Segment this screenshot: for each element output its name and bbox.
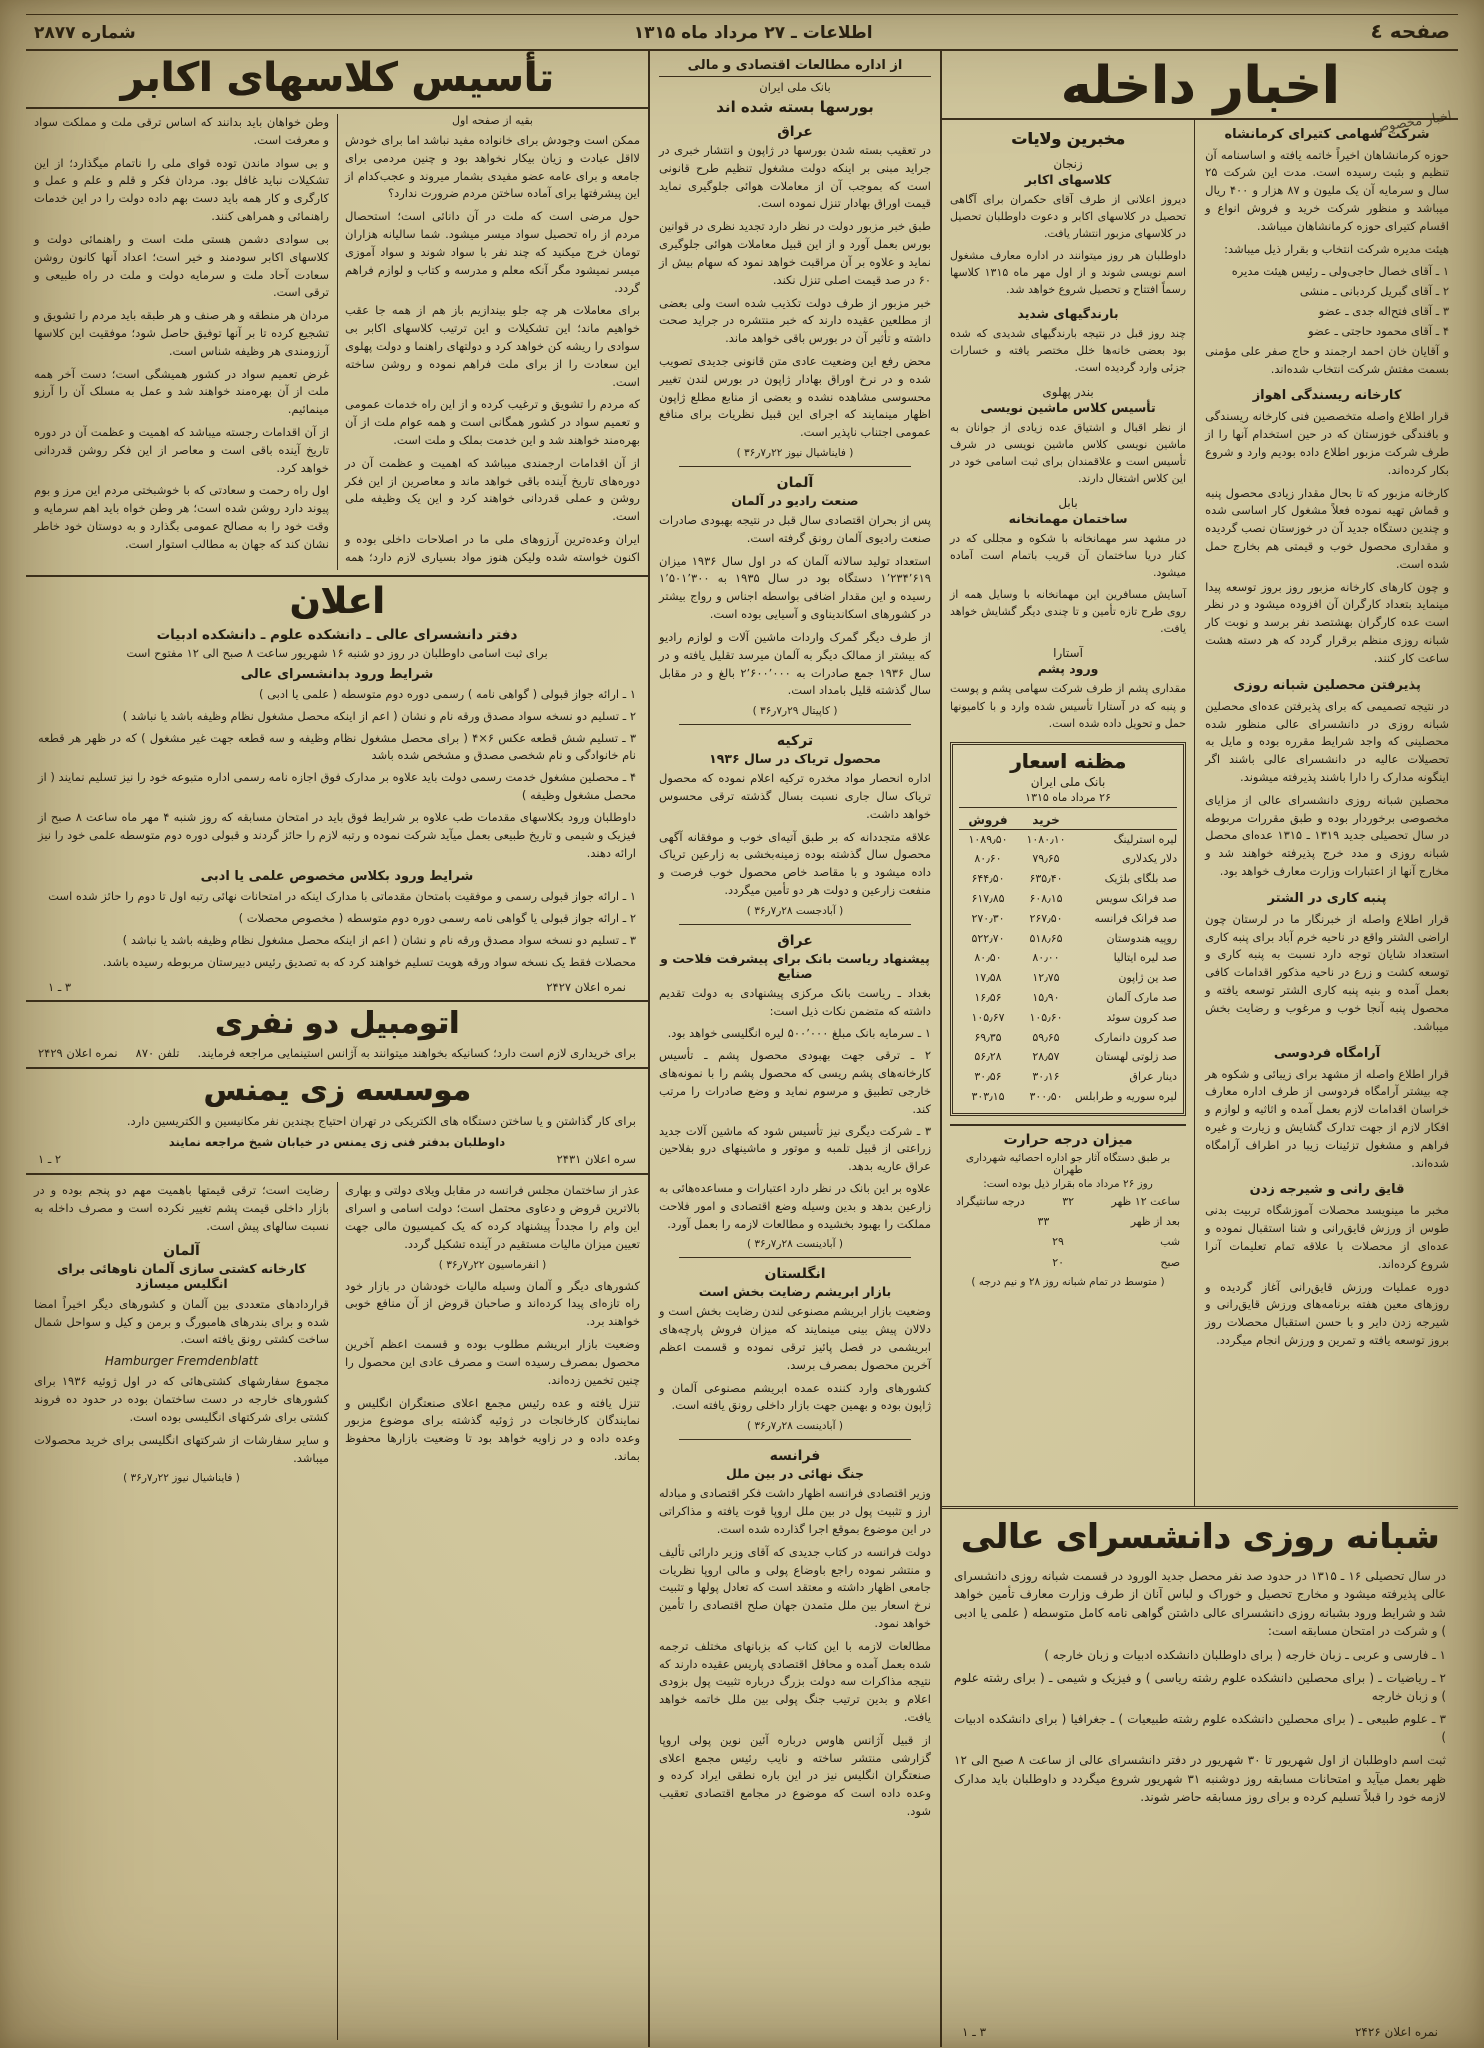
province-article-title: کلاسهای اکابر [1024,171,1112,187]
province-name: آستارا [1053,646,1083,661]
ad-number: سره اعلان ۲۴۳۱ [556,1152,636,1167]
province-name: زنجان [1053,156,1083,171]
degree-value: ۲۰ [1052,1255,1065,1269]
economy-lead: بورسها بسته شده اند [716,98,874,116]
condition-item: ۳ ـ علوم طبیعی ـ ( برای محصلین دانشکده علوم رشته طبیعیات ) ـ جغرافیا ( برای دانشکده ادبیات ) [954,1711,1446,1745]
paragraph: در مشهد سر مهمانخانه با شکوه و مجللی که در کنار دریا ساختمان آن قریب باتمام است آماده میشود. [950,532,1187,580]
series-mark: ۳ ـ ۱ [962,2025,987,2039]
province-article-title: تأسیس کلاس ماشین نویسی [980,400,1156,416]
paragraph: پس از بحران اقتصادی سال قبل در نتیجه بهبودی صادرات صنعت رادیوی آلمان رونق گرفته است. [659,513,931,545]
board-member: ۴ ـ آقای محمود حاجتی ـ عضو [1308,323,1449,338]
economy-section-iraq-bank [659,933,931,1251]
paragraph: مخبر ما مینویسد محصلات آموزشگاه تربیت بدنی طوس از ورزش قایق‌رانی و شنا استقبال نموده و عده‌ای از محصلات با علاقه تمام تعلیمات آنرا شروع کرده‌اند. [1205,1203,1449,1271]
sell-rate: ۲۷۰٫۳۰ [971,911,1005,925]
buy-rate: ۸۰٫۰۰ [1032,951,1060,965]
closing-line: محصلات فقط یک نسخه سواد ورقه هویت تسلیم خواهند کرد که به تصدیق رئیس دبیرستان مربوطه رسیده باشد. [102,954,636,969]
board-member: ۲ ـ آقای گبریل کردبانی ـ منشی [1299,284,1449,299]
paragraph: عذر از ساختمان مجلس فرانسه در مقابل ویلای دولتی و بهاری بالاترین قروض و دعاوی محتمل است؛ دولت اسامی و اسرای این وام را مجدداً پیشنهاد کرده که یک کمیسیون مالی جهت تعیین میزان مالیات مستقیم در آینده تشکیل گردد. [345,1183,640,1251]
siemens-address-line: داوطلبان بدفتر فنی زی یمنس در خیابان شیخ مراجعه نمایند [168,1135,506,1150]
series-mark: ۲ ـ ۱ [38,1152,62,1167]
currency-name: صد فرانک سویس [1095,892,1178,906]
degree-value: ۲۹ [1052,1235,1064,1249]
economy-section-france-currency [659,1448,931,1821]
rate-row [959,988,1177,1008]
temperature-row [950,1212,1186,1232]
section-title: صنعت رادیو در آلمان [731,493,859,508]
siemens-headline: موسسه زی یمنس [203,1072,471,1108]
paragraph: غرض تعمیم سواد در کشور همیشگی است؛ دست آخر همه ملت از آن بهره‌مند خواهند شد و عمل به مسلک آن را آرزو مینمائیم. [34,366,329,417]
temperature-average: ( متوسط در تمام شبانه روز ۲۸ و نیم درجه ) [971,1276,1165,1289]
province-item-astara [950,646,1186,731]
article-title: شرکت سهامی کتیرای کرمانشاه [1224,126,1430,142]
economy-bank: بانک ملی ایران [759,80,831,94]
paragraph: علاوه بر این بانک در نظر دارد اعتبارات و مساعده‌هائی به زارعین بدهد و بدین وسیله وضع اقتصادی و امور فلاحت مملکت را بهبود بخشیده و مطالعات لازمه را بعمل آورد. [659,1180,931,1231]
province-article-title: ورود پشم [1037,661,1099,677]
paragraph: از طرف دیگر گمرک واردات ماشین آلات و لوازم رادیو که بیشتر از ممالک دیگر به آلمان میرسد تقلیل یافته و در سال ۱۹۳۶ جمع صادرات به ۲٬۶۰۰٬۰۰۰ بالغ و در مقابل سال گذشته قلیل بامداد است. [659,629,931,698]
buy-rate: ۶۳۵٫۴۰ [1029,872,1063,886]
article-title: پنبه کاری در الشتر [1267,890,1387,906]
ad-number: نمره اعلان ۲۴۲۷ [546,979,626,994]
currency-name: صد مارک آلمان [1106,991,1178,1004]
adult-classes-body [26,107,648,575]
paragraph: اول راه رحمت و سعادتی که با خوشبختی مردم این مرز و بوم پیوند دارد روشن شده است؛ هر وطن خواه باید اهم سرمایه و وقت خود را به مصالح عمومی بگذارد و به دوستان خود خاطر نشان کند که جهان به مطالب استوار است. [34,483,329,551]
car-ad-line [38,1046,636,1060]
condition-item: ۲ ـ تسلیم دو نسخه سواد مصدق ورقه نام و نشان ( اعم از اینکه محصل مشغول نظام وظیفه باشد یا نباشد ) [122,708,636,723]
paragraph: برای معاملات هر چه جلو بیندازیم باز هم از همه جا عقب خواهیم ماند؛ این تشکیلات و این ترتیب کلاسهای اکابر بی سوادی را ریشه کن خواهد کرد و دولتهای راهنما و دولت پهلوی این سعادت را از برای ملت فراهم نموده و روشن ساخته است. [345,303,640,389]
paragraph: از نظر اقبال و اشتیاق عده زیادی از جوانان به ماشین نویسی کلاس ماشین نویسی در شرف تأسیس است و علاقمندان برای ثبت اسامی خود در این کلاس اشتغال دارند. [950,421,1187,486]
buy-rate: ۱۰۵٫۶۰ [1029,1010,1063,1024]
paragraph: در نتیجه تصمیمی که برای پذیرفتن عده‌ای محصلین شبانه روزی در دانشسرای عالی منظور شده محصلینی که واجد شرایط مقرره بوده و مایل به تحصیلات عالیه در دانشسرای عالی باشند اگر اینگونه مدارک را دارا باشند پذیرفته میشوند. [1205,698,1449,784]
announcement-headline: اعلان [289,581,385,622]
paragraph: و سایر سفارشات از شرکتهای انگلیسی برای خرید محصولات میباشد. [34,1432,329,1465]
section-divider [679,924,911,925]
buy-rate: ۵۱۸٫۶۵ [1029,931,1063,945]
evening-school-section [942,1506,1458,2047]
temperature-rows [950,1192,1186,1273]
section-title: جنگ نهائی در بین ملل [726,1466,864,1482]
masthead-title: اطلاعات ـ ۲۷ مرداد ماه ۱۳۱۵ [633,23,873,43]
province-item-babol [950,496,1186,637]
paragraph: محض رفع این وضعیت عادی متن قانونی جدیدی تصویب شده و در نرخ اوراق بهادار ژاپون در بورس لندن تغییر محسوسی مشاهده نشده و بعضی از منابع مطلع ژاپون اظهار مینمایند که اجرای این قبیل نظریات برای منافع عمومی اجتناب ناپذیر است. [659,353,931,440]
rates-buy-header: خرید [1032,812,1060,827]
article-rowing-diving [1205,1182,1449,1350]
paragraph: ایران وعده‌ترین آرزوهای ملی ما در اصلاحات داخلی بوده و اکنون خواسته شده ولیکن هنوز مواد بسیاری لازم دارد؛ همه وطن خواهان باید بدانند که اساس ترقی ملت و مملکت سواد و معرفت است. [34,115,640,564]
paragraph: بغداد ـ ریاست بانک مرکزی پیشنهادی به دولت تقدیم داشته که متضمن نکات ذیل است: [659,985,931,1018]
board-member: ۱ ـ آقای خصال حاجی‌ولی ـ رئیس هیئت مدیره [1231,264,1449,279]
paragraph: وضعیت بازار ابریشم مطلوب بوده و قسمت اعظم آخرین محصول بمصرف رسیده است و مصرف عادی این محصول را چنین تخمین زده‌اند. [345,1337,640,1387]
paragraph: حوزه کرمانشاهان اخیراً خاتمه یافته و اساسنامه آن تنظیم و بثبت رسیده است. مدت این شرکت ۲۵ سال و سرمایه آن یک ملیون و ۸۷ هزار و ۴۰۰ ریال میباشد و منظور شرکت خرید و فروش انواع و اقسام کتیرای حوزه کرمانشاهان میباشد. [1205,147,1449,233]
rate-row [959,889,1177,909]
time-label: صبح [1160,1255,1181,1269]
sell-rate: ۶۱۷٫۸۵ [971,892,1005,906]
temperature-source: بر طبق دستگاه آثار جو اداره احصائیه شهرداری طهران [965,1151,1171,1176]
temperature-date-line: روز ۲۶ مرداد ماه بقرار ذیل بوده است: [983,1177,1153,1190]
buy-rate: ۱۵٫۹۰ [1032,991,1060,1004]
currency-name: صد زلوتی لهستان [1095,1050,1178,1064]
rates-name-header [1075,813,1177,827]
paragraph: اداره انحصار مواد مخدره ترکیه اعلام نموده که محصول تریاک سال جاری نسبت بسال گذشته ترقی محسوس خواهد داشت. [659,771,931,821]
article-title: کارخانه ریسندگی اهواز [1252,388,1402,404]
citation: ( کاپیتال ۲۹ر۷ر۳۶ ) [752,705,838,718]
siemens-footer [38,1152,636,1166]
paragraph: و بی سواد ماندن توده قوای ملی را ناتمام میگذارد؛ از این تشکیلات نباید غافل بود. مردان فکر و قلم و علم و عمل و کارگری و کار همه باید دست بهم داده دولت را در این خدمات راهنمائی و همراهی کنند. [34,155,329,224]
sell-rate: ۵۲۲٫۷۰ [971,931,1005,945]
buy-rate: ۳۰٫۱۶ [1032,1070,1060,1084]
citation: ( آبادینست ۲۸ر۷ر۳۶ ) [746,1238,844,1251]
paragraph: کارخانه مزبور که تا بحال مقدار زیادی محصول پنبه و قماش تهیه نموده فعلاً مشغول کار اساسی شده و چندین دستگاه جدید آن در خوزستان نصب گردیده و مقداری محصول خوب و قیمتی هم بخارج حمل شده است. [1205,485,1449,571]
currency-name: دلار یکدلاری [1122,852,1178,866]
paragraph: علاقه متجددانه که بر طبق آتیه‌ای خوب و موفقانه آگهی محصول سال گذشته بوده زمینه‌بخشی به زارعین تریاک داده میشود و با مقاصد خاص محصول خوب فرصت و منفعت زارعین و دولت هر دو تأمین میگردد. [659,829,931,897]
province-name: بابل [1058,496,1078,511]
paragraph: قرار اطلاع واصله از خبرنگار ما در لرستان چون اراضی الشتر واقع در ناحیه خرم آباد برای پنبه کاری استعداد شایان توجه دارد نسبت به پنبه کاری و توسعه کشت و زرع در ناحیه مذکور اقدامات کافی بعمل آمده و بنیه پنبه کاری الشتر توسعه یافته و محصول پنبه آنجا خوب و مرغوب و رضایت بخش میباشد. [1205,911,1449,1033]
economy-section-iraq-bourse [659,124,931,459]
car-ad-section [26,1000,648,1067]
currency-name: صد بلگای بلژیک [1104,872,1178,886]
buy-rate: ۵۹٫۶۵ [1032,1030,1060,1044]
board-member: ۳ ـ آقای فتح‌اله جدی ـ عضو [1318,304,1449,319]
economy-section-turkey-opium [659,733,931,917]
section-divider [679,1439,911,1440]
citation: ( فایناشیال نیوز ۲۲ر۷ر۳۶ ) [123,1472,240,1485]
economy-kicker: از اداره مطالعات اقتصادی و مالی [659,55,931,77]
rates-title: مظنه اسعار [1010,748,1127,773]
paragraph: قرار اطلاع واصله از مشهد برای زیبائی و شکوه هر چه بیشتر آرامگاه فردوسی از طرف اداره معارف خراسان اقدامات لازم بعمل آمده و اثاثیه و لوازم و افکار لازم از جهت تدارک گشایش و زیارت و غیره فراهم و مشغول تزئینات زیبا در اطراف آرامگاه شده‌اند. [1205,1066,1449,1170]
paragraph: رضایت است؛ ترقی قیمتها باهمیت مهم دو پنجم بوده و در بازار داخلی قیمت پشم تغییر نکرده است و مصرف داخله به نسبت سالهای پیش است. [34,1183,329,1233]
domestic-columns [942,118,1458,1506]
province-item-rain [950,306,1186,376]
sell-rate: ۵۶٫۲۸ [974,1050,1002,1064]
currency-name: صد کرون دانمارک [1094,1030,1178,1044]
rate-row [959,849,1177,869]
country-header: انگلستان [764,1266,826,1283]
left-band [26,51,648,2047]
province-item-zanjan [950,157,1186,298]
paragraph: مردان هر منطقه و هر صنف و هر طبقه باید مردم را تشویق و تشجیع کرده تا بر آنها توفیق حاصل شود؛ موفقیت این کلاسها آرزومندی هر وظیفه شناس است. [34,308,329,358]
paragraph: دیروز اعلانی از طرف آقای حکمران برای آگاهی تحصیل در کلاسهای اکابر و دعوت داوطلبان تحصیل در کلاسهای مزبور انتشار یافت. [950,192,1187,240]
headline-flourish: اخبار مخصوص [1372,108,1453,137]
provinces-column [942,120,1194,1506]
currency-name: دینار عراق [1129,1070,1178,1084]
left-bottom-columns [26,1173,648,2047]
time-label: بعد از ظهر [1130,1215,1181,1229]
condition-item: ۲ ـ ریاضیات ـ ( برای محصلین دانشکده علوم رشته ریاسی ) و فیزیک و شیمی ـ ( برای رشته علوم ) و زبان خارجه [954,1670,1446,1704]
proposal-item: ۲ ـ ترقی جهت بهبودی محصول پشم ـ تأسیس کارخانه‌های پشم ریسی که محصول پشم را با نمونه‌های خارجی تطبیق و مرسوم نماید و وضع صادرات را مرتب کند. [659,1048,931,1116]
temperature-title: میزان درجه حرارت [1003,1131,1133,1148]
paragraph: مقداری پشم از طرف شرکت سهامی پشم و پوست و پنبه که در آستارا تأسیس شده وارد و با کامیونها حمل و تحویل داده شده است. [950,682,1187,730]
section-title: پیشنهاد ریاست بانک برای پیشرفت فلاحت و صنایع [660,950,930,981]
article-title: پذیرفتن محصلین شبانه روزی [1233,677,1421,693]
degree-unit: درجه سانتیگراد [956,1194,1025,1208]
rate-row [959,929,1177,949]
citation: ( فایناشیال نیوز ۲۲ر۷ر۳۶ ) [736,447,854,459]
condition-item: ۴ ـ محصلین مشغول خدمت رسمی دولت باید علاوه بر مدارک فوق اجازه نامه رسمی اداره متبوعه خود را نیز تسلیم نمایند ( از محصل مشغول وظیفه ) [38,770,636,803]
paragraph: دوره عملیات ورزش قایق‌رانی آغاز گردیده و روزهای معین هفته برنامه‌های ورزش قایق‌رانی و شیرجه زدن دایر و با حسن استقبال محصلات روز بروز توسعه یافته و تمرین و ورزش انجام میگردد. [1205,1279,1449,1348]
buy-rate: ۷۹٫۶۵ [1032,852,1060,866]
evening-school-headline: شبانه روزی دانشسرای عالی [960,1516,1440,1557]
article-ketira-company [1205,127,1449,379]
paragraph: قراردادهای متعددی بین آلمان و کشورهای دیگر اخیراً امضا شده و برای بندرهای هامبورگ و برمن و کیل و سواحل شمال ساخت کشتی رونق یافته است. [34,1296,329,1347]
article-title: آرامگاه فردوسی [1273,1045,1381,1061]
siemens-ad-section [26,1067,648,1174]
proposal-item: ۱ ـ سرمایه بانک مبلغ ۵۰۰٬۰۰۰ لیره انگلیسی خواهد بود. [667,1026,931,1041]
sell-rate: ۶۹٫۳۵ [974,1030,1002,1044]
degree-value: ۳۲ [1062,1194,1075,1208]
economy-section-germany-radio [659,475,931,717]
ad-number: نمره اعلان ۲۴۲۹ [38,1045,118,1060]
currency-name: صد کرون سوئد [1106,1010,1178,1024]
announcement-org: دفتر دانشسرای عالی ـ دانشکده علوم ـ دانشکده ادبیات [156,627,518,643]
paragraph: و آقایان خان احمد ارجمند و حاج صفر علی مؤمنی بسمت مفتش شرکت انتخاب شده‌اند. [1205,343,1449,376]
paragraph: کشورهای وارد کننده عمده ابریشم مصنوعی آلمان و ژاپون بوده و بهمین جهت بازار داخلی رونق یافته است. [659,1380,931,1413]
sell-rate: ۸۰٫۶۰ [974,852,1002,866]
paragraph: کشورهای دیگر و آلمان وسیله مالیات خودشان در بازار خود راه تازه‌ای پیدا کرده‌اند و صاحبان قروض از آن منافع خوبی خواهند برد. [345,1278,640,1329]
citation: ( انفرماسیون ۲۲ر۷ر۳۶ ) [438,1258,547,1271]
paragraph: که مردم را تشویق و ترغیب کرده و از این راه خدمات عمومی و تعمیم سواد در کشور همگانی است و همه عوام ملت از آن بهره‌مند خواهند شد و این خدمت بملک و ملت است. [345,397,640,447]
sell-rate: ۶۴۴٫۵۰ [971,872,1005,886]
country-header: آلمان [776,475,814,491]
paragraph: ثبت اسم داوطلبان از اول شهریور تا ۳۰ شهریور در دفتر دانشسرای عالی از ساعت ۸ صبح الی ۱۲ ظهر بعمل میآید و امتحانات مسابقه روز دوشنبه ۳۱ شهریور شروع میگردد و داوطلبان باید مدارک لازمه خود را قبلاً تسلیم کرده و برای روز مسابقه حاضر شوند. [954,1752,1446,1805]
announcement-section [26,575,648,1000]
section-divider [679,724,911,725]
page-number: صفحه ٤ [1370,19,1450,43]
paragraph: محصلین شبانه روزی دانشسرای عالی از مزایای مخصوصی برخوردار بوده و طبق مقررات مربوطه در سال تحصیلی جدید ۱۳۱۹ ـ ۱۳۱۵ عده‌ای محصل شبانه روزی و مدد خرج پذیرفته خواهند شد و مخارج آنها از اعتبارات وزارت معارف خواهد بود. [1205,792,1449,879]
paragraph: ممکن است وجودش برای خانواده مفید نباشد اما برای خودش لااقل عبادت و زیان بیکار نخواهد بود و چنین مردمی برای جامعه و برای عامه عضو مفیدی بشمار میروند و عجب‌کدام از این پیشرفتها برای آماده ساختن مردم ضرورت ندارد؟ [345,133,640,201]
province-article-title: ساختمان مهمانخانه [1008,511,1128,527]
time-label: شب [1160,1235,1181,1249]
article-aleshtar-cotton [1205,891,1449,1036]
paragraph: قرار اطلاع واصله متخصصین فنی کارخانه ریسندگی و بافندگی خوزستان که در حین استخدام آنها را از طرف شرکت مزبور اطلاع داده بودیم وارد و شروع بکار کرده‌اند. [1205,409,1449,477]
condition-item: ۱ ـ ارائه جواز قبولی ( گواهی نامه ) رسمی دوره دوم متوسطه ( علمی یا ادبی ) [258,687,636,701]
rates-bank: بانک ملی ایران [1030,774,1106,789]
domestic-articles-column [1194,120,1458,1506]
paragraph: مجموع سفارشهای کشتی‌هائی که در اول ژوئیه ۱۹۳۶ برای کشورهای خارجه در دست ساختمان بوده در حدود ده فروند کشتی برای شرکتهای انگلیسی بوده است. [34,1374,329,1424]
paragraph: مطالعات لازمه با این کتاب که بزبانهای مختلف ترجمه شده بعمل آمده و محافل اقتصادی پاریس عقیده دارند که نتیجه مذاکرات سه دولت بزرگ درباره تثبیت پول بزودی اعلام و بدین ترتیب جنگ پولی بین ملل خاتمه خواهد یافت. [659,1638,931,1724]
province-name: بندر پهلوی [1042,385,1094,400]
sell-rate: ۱۰۵٫۶۷ [971,1010,1005,1024]
announcement-footer [38,977,636,994]
rates-column-headers [959,811,1177,830]
temperature-row [950,1253,1186,1273]
rate-row [959,1028,1177,1048]
condition-item: ۱ ـ ارائه جواز قبولی رسمی و موفقیت بامتحان مقدماتی با مدارک اینکه در امتحانات نهائی رتبه اول تا دوم را حائز شده است [48,889,636,904]
sell-rate: ۱۷٫۵۸ [974,971,1002,985]
buy-rate: ۱۲٫۷۵ [1032,971,1060,985]
domestic-headline: اخبار داخله [1060,56,1340,116]
rate-row [959,1067,1177,1087]
article-title: قایق رانی و شیرجه زدن [1249,1182,1405,1198]
country-header: عراق [777,932,813,949]
economy-column [648,51,940,2047]
announcement-open-line: برای ثبت اسامی داوطلبان در روز دو شنبه ۱۶ شهریور ساعت ۸ صبح الی ۱۲ مفتوح است [126,646,548,660]
condition-item: ۳ ـ تسلیم شش قطعه عکس ۶×۴ ( برای محصل مشغول نظام وظیفه و سه قطعه جهت غیر مشغول ) که در ظهر هر قطعه نام خانوادگی و نام شخصی مصدق و مشخص شده باشد [38,730,637,763]
page-body [26,51,1458,2047]
series-mark: ۳ ـ ۱ [48,979,72,994]
buy-rate: ۱۰۸۰٫۱۰ [1026,832,1066,846]
buy-rate: ۳۰۰٫۵۰ [1029,1089,1063,1103]
paragraph: از آن اقدامات ارجمندی میباشد که اهمیت و عظمت آن در دوره‌های تاریخ آینده باقی خواهد ماند و معاصرین از این فکر روشن و عملی قدردانی خواهند کرد و این یک وظیفه ملی است. [345,455,640,524]
currency-name: صد فرانک فرانسه [1094,911,1178,925]
sell-rate: ۳۰٫۵۶ [974,1070,1002,1084]
sell-rate: ۳۰۳٫۱۵ [971,1089,1005,1103]
country-header: ترکیه [776,733,814,750]
rate-row [959,1087,1177,1107]
paragraph: بی سوادی دشمن هستی ملت است و راهنمائی دولت و کلاسهای اکابر سودمند و خیر است؛ اعداد آنها کانون روشن سعادت آحاد ملت و سرمایه دولت و ملت در راه طبیعی و ترقی است. [34,231,329,300]
currency-name: لیره سوریه و طرابلس [1075,1089,1178,1103]
page-header [26,14,1458,51]
paragraph: و چون کارهای کارخانه مزبور روز بروز توسعه پیدا مینماید بتعداد کارگران آن افزوده میشود و در نظر است عده کارگران بهشتصد نفر برسد و نوبت کار شبانه روزی منظم برقرار گردد که هر دسته هشت ساعت کار کنند. [1205,579,1449,665]
currency-name: صد لیره ایتالیا [1113,951,1178,965]
evening-school-footer [954,2025,1446,2043]
paragraph: طبق خبر مزبور دولت در نظر دارد تجدید نظری در قوانین بورس بعمل آورد و از این قبیل معاملات هوائی جلوگیری نماید و علاوه بر آن مراقبت خواهد نمود که سهام بیش از ۶۰ در صد قیمت اصلی تنزل نکند. [659,219,931,287]
rate-row [959,968,1177,988]
rate-row [959,869,1177,889]
paragraph: دولت فرانسه در کتاب جدیدی که آقای وزیر دارائی تألیف و منتشر نموده راجع باوضاع پولی و مالی اروپا نظریات جامعی اظهار داشته و معتقد است که تعادل پولها و تثبیت نرخ اسعار بین ملل متمدن جهان صلح اقتصادی را تأمین خواهد نمود. [659,1544,931,1630]
country-header: فرانسه [769,1448,821,1465]
buy-rate: ۲۸٫۵۷ [1032,1050,1060,1064]
article-boarding-students [1205,678,1449,881]
continued-note: بقیه از صفحه اول [452,114,533,127]
rate-row [959,1008,1177,1028]
section-title: بازار ابریشم رضایت بخش است [698,1284,892,1300]
board-note: هیئت مدیره شرکت انتخاب و بقرار ذیل میباشد: [1224,241,1449,256]
ad-number: نمره اعلان ۲۴۲۶ [1354,2025,1438,2039]
currency-name: روپیه هندوستان [1106,931,1178,945]
paragraph: استعداد تولید سالانه آلمان که در اول سال ۱۹۳۶ میزان ۱٬۲۳۴٬۶۱۹ دستگاه بود در سال ۱۹۳۵ به ۱٬۵۰۱٬۳۰۰ رسیده و این مقدار اضافی بواسطه اجناس و رواج بیشتر در کشورهای اسکاندیناوی و آسیایی بوده است. [659,553,931,622]
condition-item: ۲ ـ ارائه جواز قبولی یا گواهی نامه رسمی دوره دوم متوسطه ( مخصوص محصلات ) [238,911,636,926]
temperature-row [950,1192,1186,1212]
paragraph: خبر مزبور از طرف دولت تکذیب شده است ولی بعضی از مطلعین عقیده دارند که خبر منتشره در جراید صحت داشته و تأثیر آن در بورس باقی خواهد ماند. [659,295,931,346]
section-title: محصول تریاک در سال ۱۹۳۶ [709,751,881,767]
paragraph: حول مرضی است که ملت در آن دانائی است؛ استحصال مردم از راه تحصیل سواد میسر میشود. شما سالیانه هزاران تومان خرج میکنید که چند نفر با سواد شوند و سواد آموزی میسر نمیشود مگر آنکه معلم و مدرسه و کتاب و لوازم فراهم گردد. [345,209,640,295]
paragraph: از قبیل آژانس هاوس درباره آئین نوین پولی اروپا گزارشی منتشر ساخته و نایب رئیس مجمع اعلای صنعتگران انگلیس نیز در این باره نطقی ایراد کرده و وعده داده است که موضوع در مجامع اقتصادی تعقیب شود. [659,1732,931,1819]
provinces-header: مخبرین ولایات [1011,128,1125,148]
article-ahwaz-mill [1205,388,1449,667]
sell-rate: ۸۰٫۵۰ [974,951,1002,965]
rates-sell-header: فروش [968,812,1008,827]
section-divider [679,1257,911,1258]
time-label: ساعت ۱۲ ظهر [1111,1194,1181,1208]
province-article-title: بارندگیهای شدید [1017,305,1119,321]
rate-row [959,830,1177,850]
paragraph: در تعقیب بسته شدن بورسها در ژاپون و انتشار خبری در جراید مبنی بر اینکه دولت مشغول تنظیم طرح قانونی است که بموجب آن از معاملات هوائی جلوگیری نماید قیمت اوراق بهادار تنزل نموده است. [659,143,931,211]
currency-name: صد ین ژاپون [1118,971,1178,985]
paragraph: تنزل یافته و عده رئیس مجمع اعلای صنعتگران انگلیس و نمایندگان کارخانجات در ژوئیه گذشته برای موضوع مزبور وعده داده و در زاویه خواهد بود تا وضعیت بازارها محفوظ بماند. [345,1395,640,1463]
paragraph: چند روز قبل در نتیجه بارندگیهای شدیدی که شده بود بعضی خانه‌ها خلل مختصر یافته و خسارات جزئی وارد گردیده است. [950,326,1187,374]
degree-value: ۳۳ [1037,1215,1050,1229]
issue-number: شماره ۲۸۷۷ [34,23,136,43]
rate-row [959,948,1177,968]
rates-date: ۲۶ مرداد ماه ۱۳۱۵ [959,791,1177,808]
car-ad-body: برای خریداری لازم است دارد؛ کسانیکه بخواهند میتوانند به آژانس استینمایی مراجعه فرمایند. [197,1045,636,1060]
paragraph: از آن اقدامات رجسته میباشد که اهمیت و عظمت آن در دوره تاریخ آینده باقی است و معاصر از این فکر روشن قدردانی خواهد کرد. [34,425,329,475]
currency-name: لیره استرلینگ [1113,832,1178,846]
buy-rate: ۶۰۸٫۱۵ [1029,892,1063,906]
condition-item: ۱ ـ فارسی و عربی ـ زبان خارجه ( برای داوطلبان دانشکده ادبیات و زبان خارجه ) [1044,1647,1446,1662]
domestic-news-band [940,51,1458,2047]
rates-table-body [959,830,1177,1107]
conditions-title-1: شرایط ورود بدانشسرای عالی [240,667,434,682]
temperature-row [950,1232,1186,1252]
paragraph: داوطلبان هر روز میتوانند در اداره معارف مشغول اسم نویسی شوند و از اول مهر ماه ۱۳۱۵ کلاسها رسماً افتتاح و تحصیل شروع خواهد شد. [950,248,1187,296]
country-header: آلمان [163,1242,200,1259]
adult-classes-headline: تأسیس کلاسهای اکابر [120,55,554,101]
paragraph: وزیر اقتصادی فرانسه اظهار داشت فکر اقتصادی و مبادله ارز و تثبیت پول در بین ملل اروپا قوت یافته و مذاکراتی در این موضوع بموقع اجرا گذارده شده است. [659,1486,931,1536]
siemens-body: برای کار گذاشتن و یا ساختن دستگاه های الکتریکی در تهران احتیاج بچندین نفر مکانیسین و الکتریسین دارد. [126,1113,636,1128]
sell-rate: ۱۶٫۵۶ [974,991,1002,1004]
economy-section-england-silk [659,1266,931,1432]
proposal-item: ۳ ـ شرکت دیگری نیز تأسیس شود که ماشین آلات جدید زراعتی از قبیل تلمبه و موتور و ماشینهای درو بفلاحین عراق عاریه بدهد. [659,1123,931,1174]
condition-item: ۳ ـ تسلیم دو نسخه سواد مصدق ورقه نام و نشان ( اعم از اینکه محصل مشغول نظام وظیفه باشد یا نباشد ) [122,932,636,947]
shipyard-article-title: کارخانه کشتی سازی آلمان ناوهائی برای انگلیس میسازد [56,1260,307,1291]
paragraph: آسایش مسافرین این مهمانخانه با وسایل همه از روی طرح تازه تأمین و تا چندی دیگر گشایش خواهد یافت. [950,588,1187,636]
temperature-box [950,1124,1186,1288]
paragraph: وضعیت بازار ابریشم مصنوعی لندن رضایت بخش است و دلالان پیش بینی مینمایند که میزان فروش پارچه‌های ابریشمی در فصل پائیز ترقی نموده و قسمت اعظم آخرین محصول بمصرف برسد. [659,1304,931,1372]
rate-row [959,909,1177,929]
section-divider [679,466,911,467]
mid-paragraph: داوطلبان ورود بکلاسهای مقدمات طب علاوه بر شرایط فوق باید در امتحان مسابقه که روز شنبه ۴ مهر ماه ساعت ۸ صبح از فیزیک و شیمی و تاریخ طبیعی بعمل میآید شرکت نموده و رتبه لازم را حائز گردند و قبولی دوره دوم متوسطه علمی خود را نیز ارائه دهند. [38,809,636,860]
car-ad-phone: تلفن ۸۷۰ [135,1045,180,1060]
car-ad-headline: اتومبیل دو نفری [214,1005,460,1041]
province-item-pahlavi-port [950,385,1186,487]
buy-rate: ۲۶۷٫۵۰ [1029,911,1063,925]
rate-row [959,1047,1177,1067]
article-ferdowsi-tomb [1205,1046,1449,1173]
exchange-rates-box [950,742,1186,1116]
paragraph: در سال تحصیلی ۱۶ ـ ۱۳۱۵ در حدود صد نفر محصل جدید الورود در قسمت شبانه روزی دانشسرای عالی پذیرفته میشود و مخارج تحصیل و خوراک و لباس آنان از طرف وزارت معارف تأمین خواهد شد و شرایط ورود بشبانه روزی دانشسرای عالی داشتن گواهی نامه کامل متوسطه ( علمی یا ادبی ) و شرکت در امتحان مسابقه است: [954,1568,1446,1639]
latin-source-name: Hamburger Fremdenblatt [104,1354,259,1369]
conditions-title-2: شرایط ورود بکلاس مخصوص علمی یا ادبی [200,869,474,885]
citation: ( آبادجست ۲۸ر۷ر۳۶ ) [746,904,844,917]
country-header: عراق [777,124,813,140]
citation: ( آبادینست ۲۸ر۷ر۳۶ ) [746,1420,844,1433]
sell-rate: ۱۰۸۹٫۵۰ [968,832,1008,846]
